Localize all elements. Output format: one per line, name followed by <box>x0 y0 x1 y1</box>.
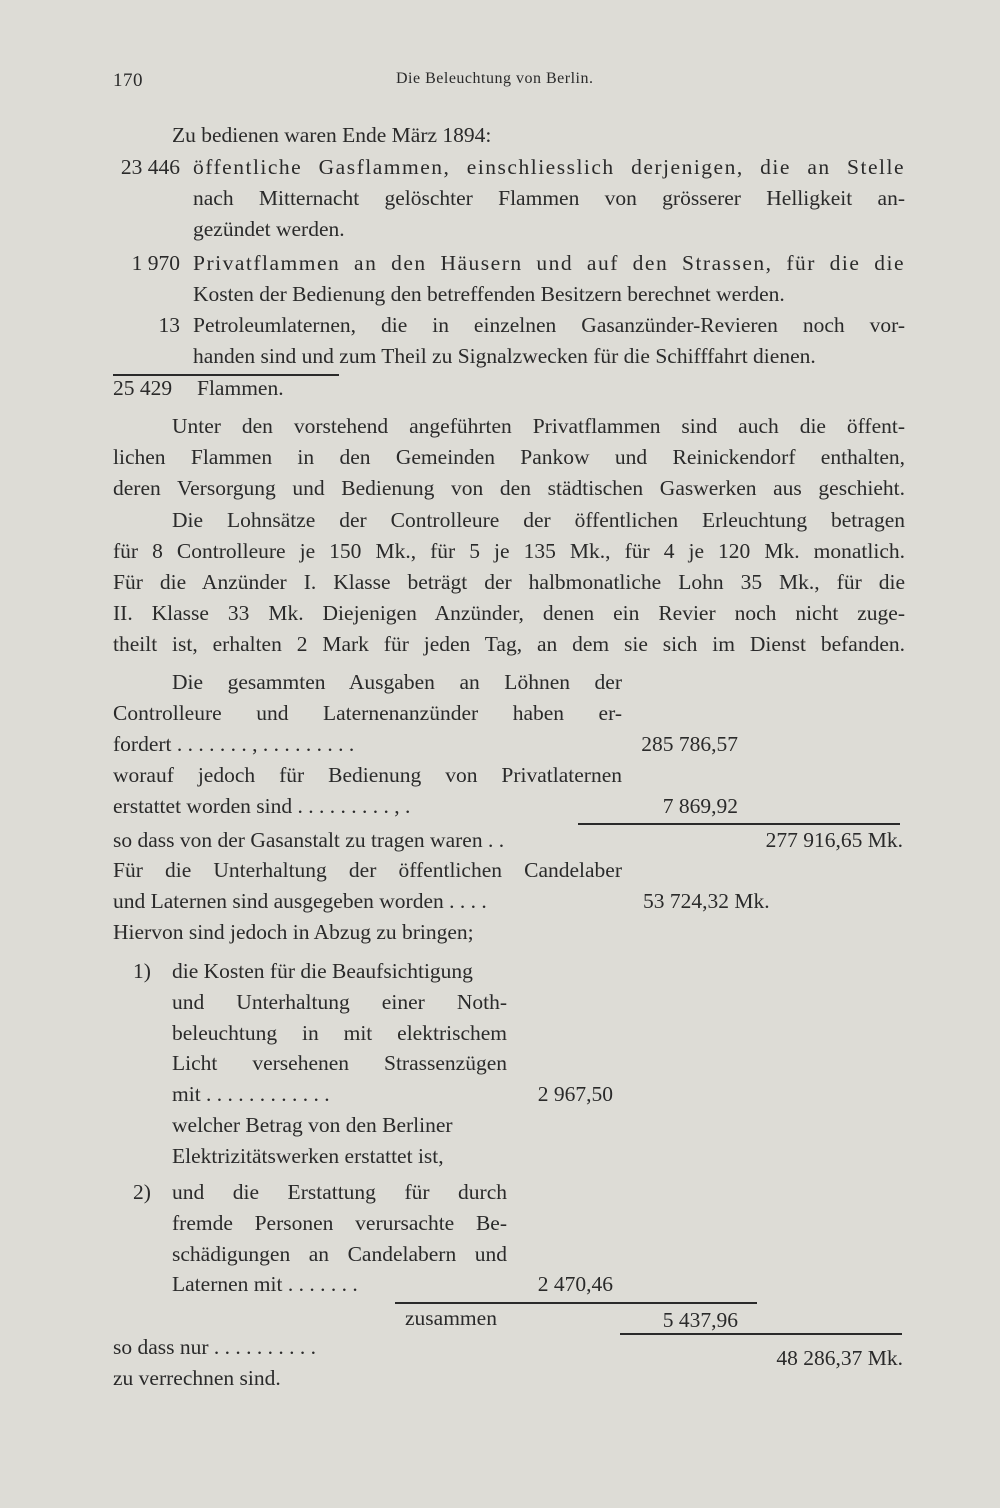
deduction-line: die Kosten für die Beaufsichtigung <box>172 959 473 983</box>
deduction-line: fremde Personen verursachte Be- <box>172 1211 507 1235</box>
deduction-line: und die Erstattung für durch <box>172 1180 507 1204</box>
item-line: öffentliche Gasflammen, einschliesslich derjenigen, die an Stelle <box>193 155 905 179</box>
deduction-value: 2 470,46 <box>537 1272 613 1296</box>
deduction-line: mit . . . . . . . . . . . . <box>172 1082 330 1106</box>
paragraph-line: lichen Flammen in den Gemeinden Pankow und Reinickendorf enthalten, <box>113 445 905 469</box>
paragraph-line: Für die Anzünder I. Klasse beträgt der halbmonatliche Lohn 35 Mk., für die <box>113 570 905 594</box>
account-line: Controlleure und Laternenanzünder haben er- <box>113 701 622 725</box>
list-marker: 1) <box>133 959 151 983</box>
deduction-line: Elektrizitätswerken erstattet ist, <box>172 1144 444 1168</box>
deduction-line: schädigungen an Candelabern und <box>172 1242 507 1266</box>
item-line: handen sind und zum Theil zu Signalzwecken für die Schifffahrt dienen. <box>193 344 816 368</box>
sum-value: 5 437,96 <box>662 1308 738 1332</box>
account-line: Für die Unterhaltung der öffentlichen Candelaber <box>113 858 622 882</box>
final-line: zu verrechnen sind. <box>113 1366 281 1390</box>
item-line: gezündet werden. <box>193 217 345 241</box>
item-line: Privatflammen an den Häusern und auf den Strassen, für die die <box>193 251 905 275</box>
account-line: Die gesammten Ausgaben an Löhnen der <box>172 670 622 694</box>
item-number: 13 <box>158 313 180 337</box>
sum-rule <box>620 1333 902 1335</box>
account-line: erstattet worden sind . . . . . . . . . , . <box>113 794 411 818</box>
deduction-line: beleuchtung in mit elektrischem <box>172 1021 507 1045</box>
account-value: 7 869,92 <box>662 794 738 818</box>
item-number: 23 446 <box>120 155 180 179</box>
account-line: worauf jedoch für Bedienung von Privatlaternen <box>113 763 622 787</box>
account-value: 53 724,32 Mk. <box>643 889 770 913</box>
account-line: und Laternen sind ausgegeben worden . . . . <box>113 889 487 913</box>
item-line: Petroleumlaternen, die in einzelnen Gasanzünder-Revieren noch vor- <box>193 313 905 337</box>
paragraph-line: II. Klasse 33 Mk. Diejenigen Anzünder, denen ein Revier noch nicht zuge- <box>113 601 905 625</box>
final-value: 48 286,37 Mk. <box>776 1346 903 1370</box>
final-line: so dass nur . . . . . . . . . . <box>113 1335 317 1359</box>
list-marker: 2) <box>133 1180 151 1204</box>
deduction-line: und Unterhaltung einer Noth- <box>172 990 507 1014</box>
deduction-value: 2 967,50 <box>537 1082 613 1106</box>
running-title: Die Beleuchtung von Berlin. <box>396 70 594 87</box>
deduction-line: Licht versehenen Strassenzügen <box>172 1051 507 1075</box>
total-label: Flammen. <box>197 376 284 400</box>
paragraph-line: Unter den vorstehend angeführten Privatflammen sind auch die öffent- <box>172 414 905 438</box>
item-line: nach Mitternacht gelöschter Flammen von grösserer Helligkeit an- <box>193 186 905 210</box>
page-number: 170 <box>113 70 143 91</box>
account-value: 285 786,57 <box>641 732 738 756</box>
account-line: fordert . . . . . . . , . . . . . . . . . <box>113 732 355 756</box>
deduction-line: Laternen mit . . . . . . . <box>172 1272 358 1296</box>
paragraph-line: Die Lohnsätze der Controlleure der öffentlichen Erleuchtung betragen <box>172 508 905 532</box>
item-line: Kosten der Bedienung den betreffenden Besitzern berechnet werden. <box>193 282 785 306</box>
total-number: 25 429 <box>113 376 173 400</box>
intro-line: Zu bedienen waren Ende März 1894: <box>172 123 492 147</box>
account-value: 277 916,65 Mk. <box>765 828 903 852</box>
paragraph-line: für 8 Controlleure je 150 Mk., für 5 je 135 Mk., für 4 je 120 Mk. monatlich. <box>113 539 905 563</box>
account-line: so dass von der Gasanstalt zu tragen waren . . <box>113 828 505 852</box>
paragraph-line: theilt ist, erhalten 2 Mark für jeden Tag, an dem sie sich im Dienst befanden. <box>113 632 905 656</box>
item-number: 1 970 <box>131 251 180 275</box>
account-line: Hiervon sind jedoch in Abzug zu bringen; <box>113 920 474 944</box>
deduction-line: welcher Betrag von den Berliner <box>172 1113 453 1137</box>
sum-label: zusammen <box>405 1306 497 1330</box>
paragraph-line: deren Versorgung und Bedienung von den städtischen Gaswerken aus geschieht. <box>113 476 905 500</box>
